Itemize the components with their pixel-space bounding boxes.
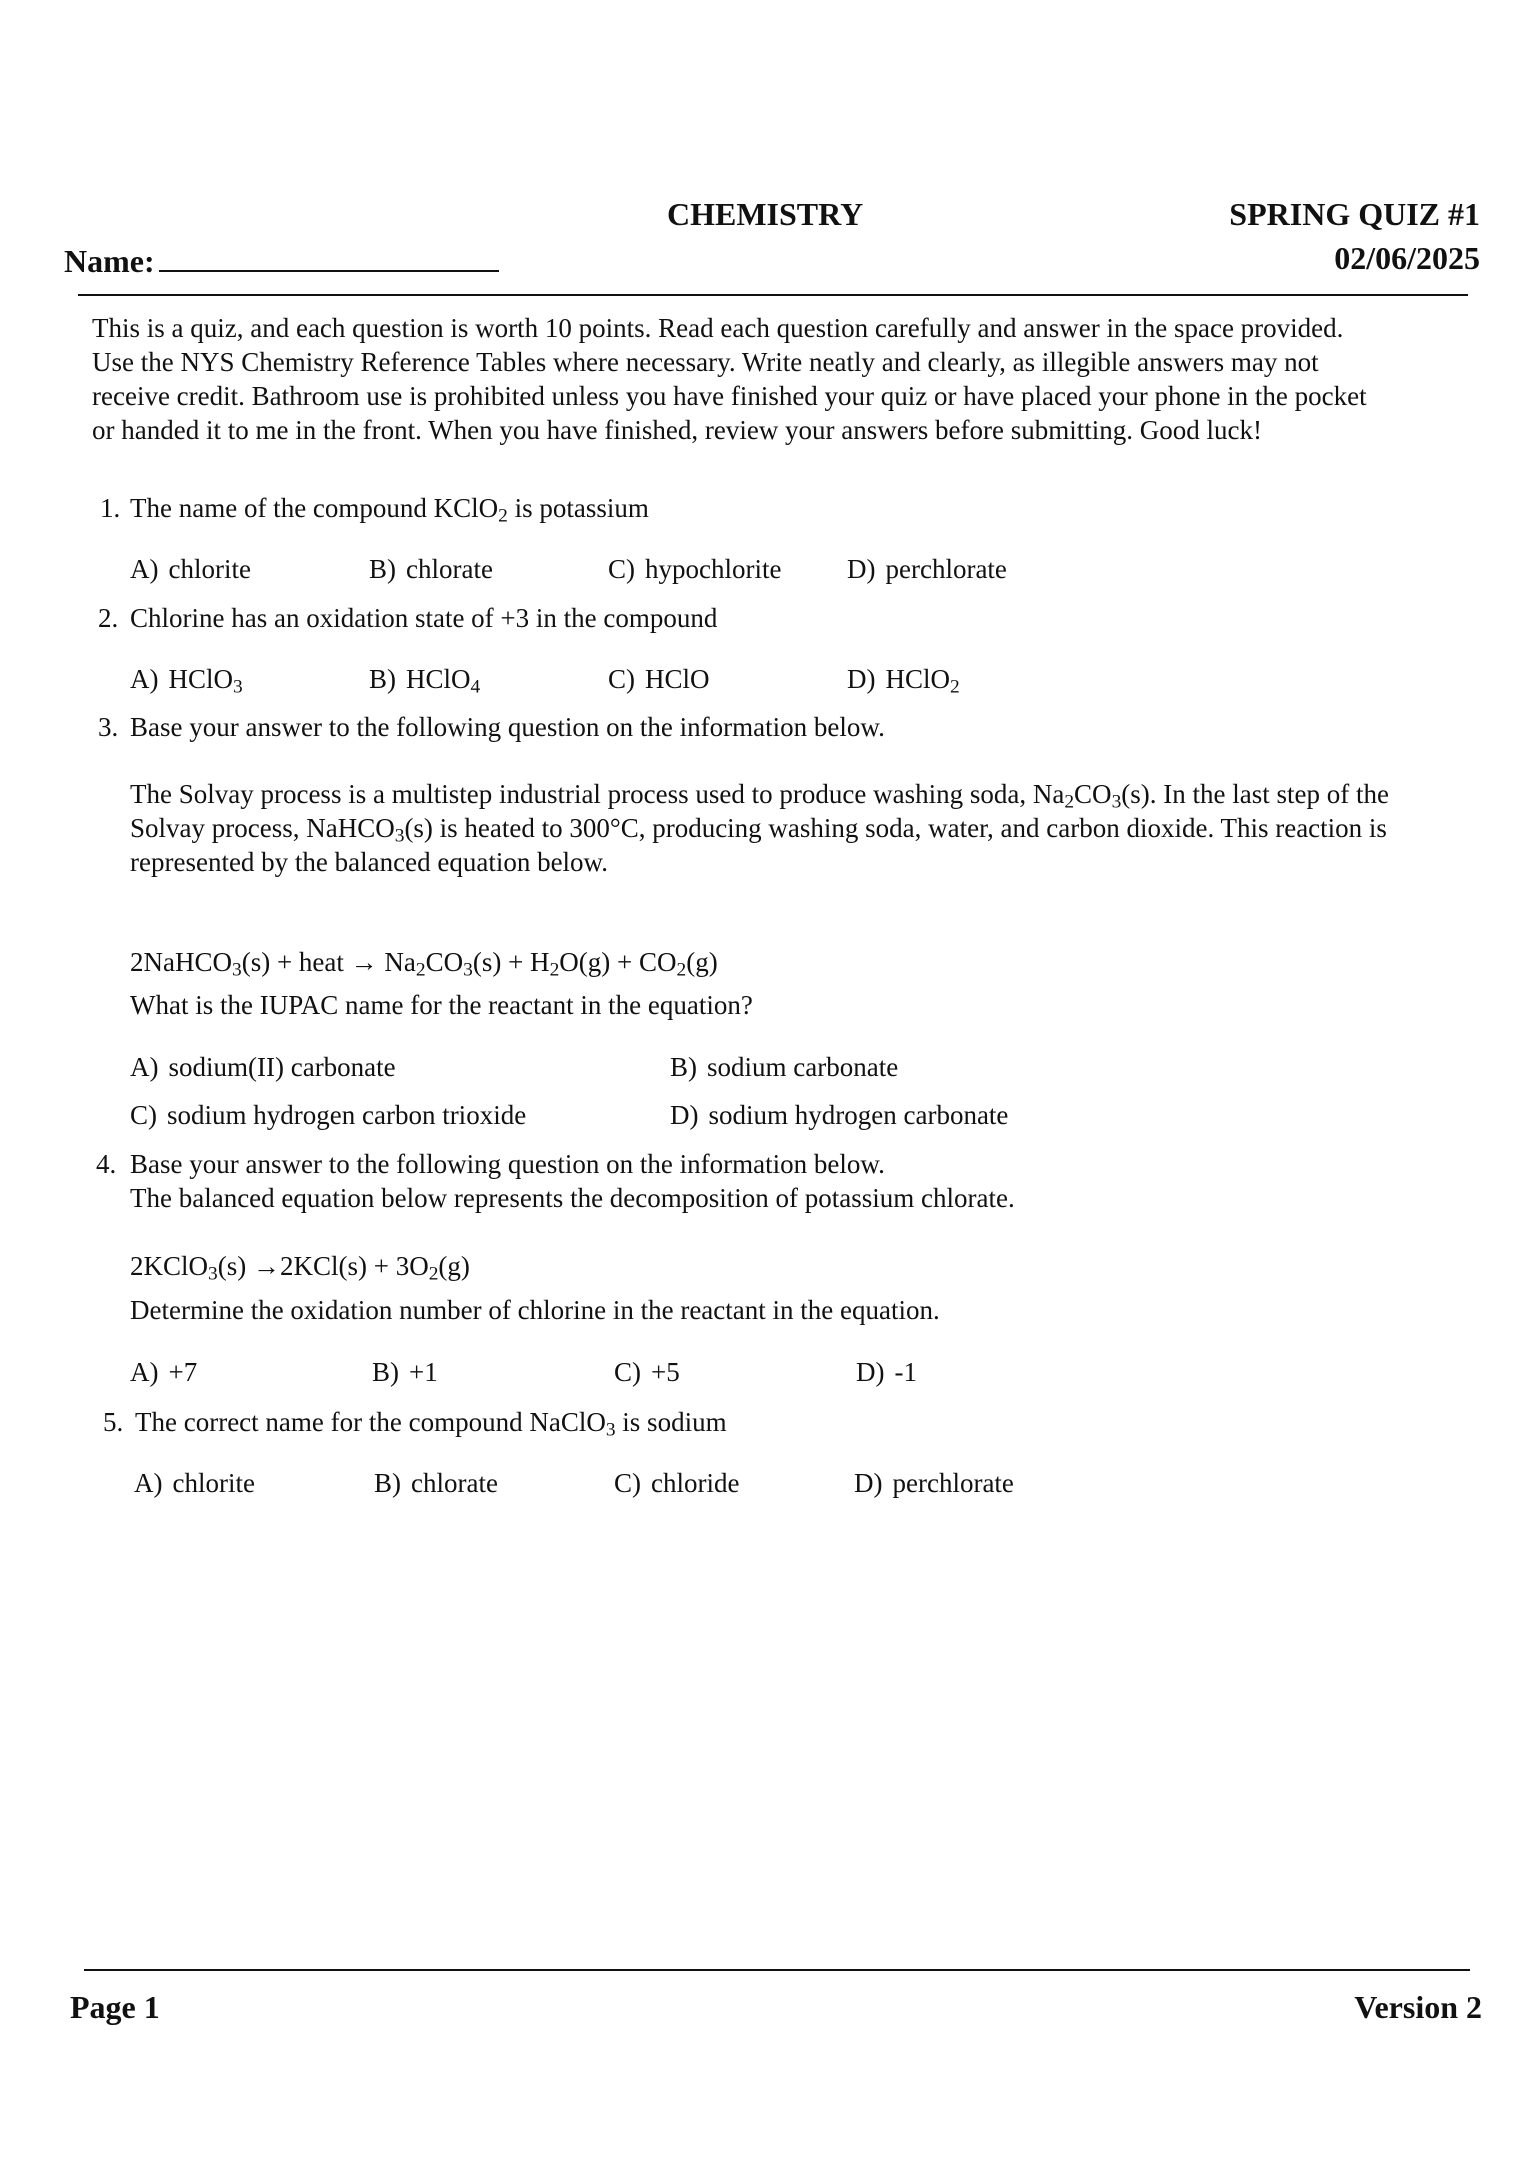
question-2-choice-c[interactable]: C) HClO [608,664,710,694]
header-rule [78,294,1468,296]
question-3-equation: 2NaHCO$_3$(s) + heat → $Na_2CO_3(s) + H_2O(g) + CO_2(g)$ [130,947,718,981]
instructions: This is a quiz, and each question is worth 10 points. Read each question carefully and answer in the space provided. Use the NYS Chemistry Reference Tables where necessary. Write neatly and clearly, as illegible answers may not receive credit. Bathroom use is prohibited unless you have finished your quiz or have placed your phone in the pocket or handed it to me in the front. When you have finished, review your answers before submitting. Good luck! [92,313,1367,445]
question-4-text-2: The balanced equation below represents the decomposition of potassium chlorate. [130,1183,1015,1213]
question-2-text: Chlorine has an oxidation state of +3 in the compound [130,603,718,633]
name-label: Name: [64,243,155,279]
question-3-passage: The Solvay process is a multistep industrial process used to produce washing soda, $Na_2CO_3(s)$. In the last step of the Solvay process, NaHCO$_3$(s) is heated to 300°C, producing washing soda, water, and carbon dioxide. This reaction is represented by the balanced equation below. [130,779,1389,877]
question-3-number: 3. [98,712,119,742]
question-2-choice-d[interactable]: D) HClO$_2$ [847,664,960,698]
question-1-choice-b[interactable]: B) chlorate [369,554,493,584]
question-2-choice-b[interactable]: B) HClO$_4$ [369,664,481,698]
question-4-choice-d[interactable]: D) -1 [856,1357,917,1387]
question-3-choice-b[interactable]: B) sodium carbonate [670,1052,899,1082]
question-1-choice-a[interactable]: A) chlorite [130,554,251,584]
subject-title: CHEMISTRY [667,196,864,232]
question-5-number: 5. [103,1407,124,1437]
question-2-number: 2. [98,603,119,633]
question-2-choice-a[interactable]: A) HClO$_3$ [130,664,243,698]
version-label: Version 2 [1354,1989,1482,2025]
question-5-choice-c[interactable]: C) chloride [614,1468,740,1498]
question-3-choice-d[interactable]: D) sodium hydrogen carbonate [670,1100,1009,1130]
question-3-choice-c[interactable]: C) sodium hydrogen carbon trioxide [130,1100,527,1130]
question-1-number: 1. [100,493,121,523]
question-5-choice-b[interactable]: B) chlorate [374,1468,498,1498]
question-5-text: The correct name for the compound NaClO$_3$ is sodium [135,1407,727,1441]
page-number: Page 1 [70,1989,160,2025]
question-1-choice-d[interactable]: D) perchlorate [847,554,1007,584]
name-field[interactable] [64,244,499,277]
question-4-choice-a[interactable]: A) +7 [130,1357,198,1387]
question-1-text: The name of the compound KClO$_2$ is potassium [130,493,649,527]
question-1-choice-c[interactable]: C) hypochlorite [608,554,782,584]
question-3-choice-a[interactable]: A) sodium(II) carbonate [130,1052,396,1082]
question-4-number: 4. [96,1149,117,1179]
quiz-title: SPRING QUIZ #1 [1229,196,1480,232]
quiz-date: 02/06/2025 [1334,240,1480,276]
question-4-prompt: Determine the oxidation number of chlorine in the reactant in the equation. [130,1295,940,1325]
footer-rule [84,1969,1470,1971]
question-3-text: Base your answer to the following question on the information below. [130,712,885,742]
question-4-equation: 2KClO$_3$(s) $\to 2KCl(s) + 3O_2(g)$ [130,1251,470,1285]
question-5-choice-a[interactable]: A) chlorite [134,1468,255,1498]
question-3-prompt: What is the IUPAC name for the reactant in the equation? [130,990,753,1020]
question-4-choice-c[interactable]: C) +5 [614,1357,680,1387]
name-blank[interactable] [159,244,499,272]
question-4-choice-b[interactable]: B) +1 [372,1357,438,1387]
question-5-choice-d[interactable]: D) perchlorate [854,1468,1014,1498]
question-4-text: Base your answer to the following question on the information below. [130,1149,885,1179]
